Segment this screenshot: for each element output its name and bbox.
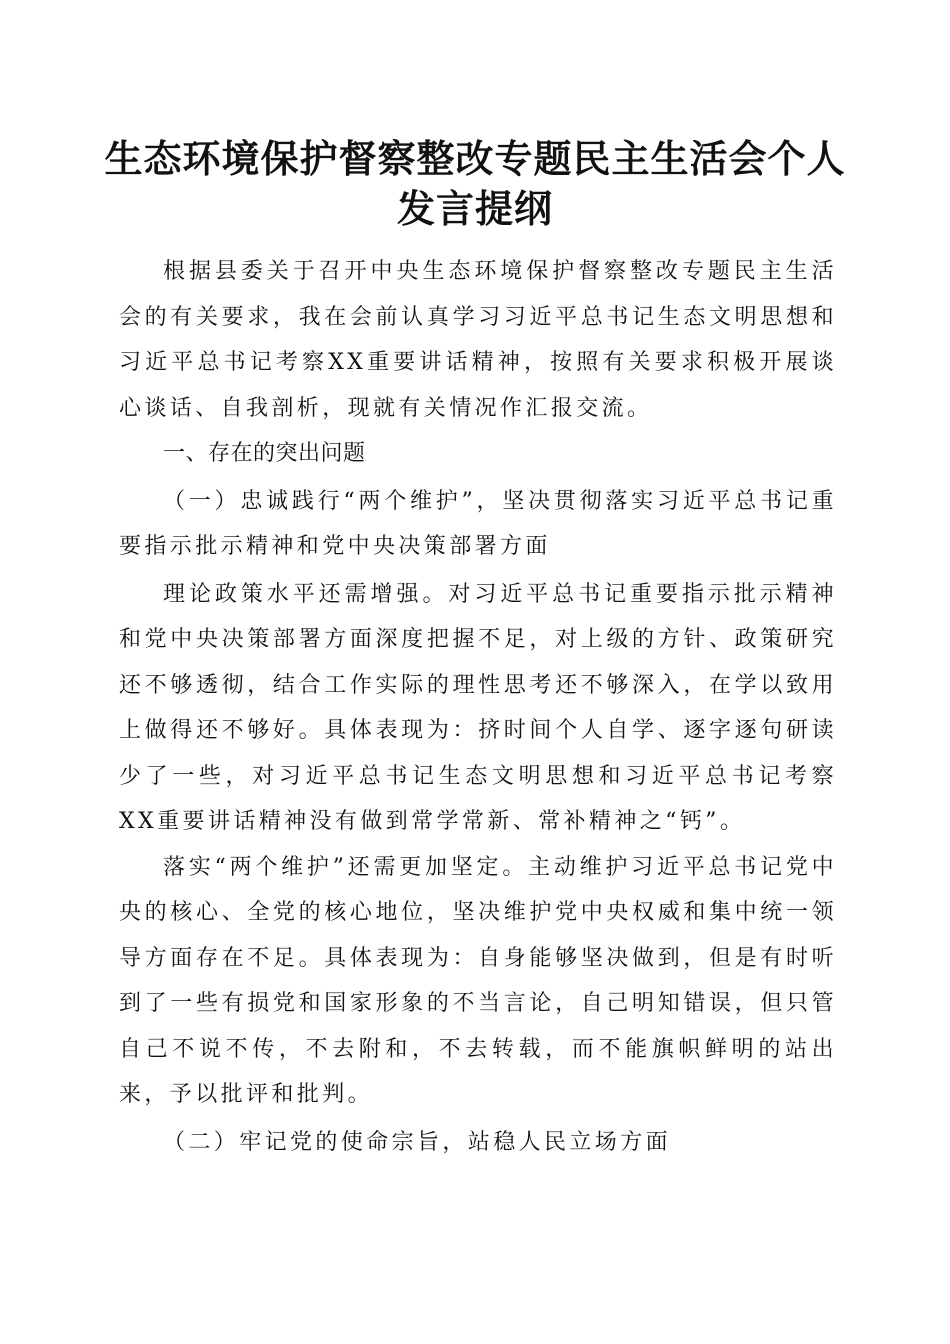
subsection-heading-1: （一）忠诚践行“两个维护”，坚决贯彻落实习近平总书记重要指示批示精神和党中央决策部署方面 bbox=[119, 488, 837, 559]
document-body bbox=[119, 249, 837, 1167]
document-title: 生态环境保护督察整改专题民主生活会个人发言提纲 bbox=[104, 136, 846, 231]
paragraph-two-safeguards: 落实“两个维护”还需更加坚定。主动维护习近平总书记党中央的核心、全党的核心地位，坚决维护党中央权威和集中统一领导方面存在不足。具体表现为：自身能够坚决做到，但是有时听到了一些有损党和国家形象的不当言论，自己明知错误，但只管自己不说不传，不去附和，不去转载，而不能旗帜鲜明的站出来，予以批评和批判。 bbox=[119, 854, 837, 1107]
subsection-heading-2: （二）牢记党的使命宗旨，站稳人民立场方面 bbox=[163, 1129, 672, 1155]
paragraph-theory-policy: 理论政策水平还需增强。对习近平总书记重要指示批示精神和党中央决策部署方面深度把握不足，对上级的方针、政策研究还不够透彻，结合工作实际的理性思考还不够深入，在学以致用上做得还不够好。具体表现为：挤时间个人自学、逐字逐句研读少了一些，对习近平总书记生态文明思想和习近平总书记考察XX重要讲话精神没有做到常学常新、常补精神之“钙”。 bbox=[119, 581, 837, 834]
section-heading-problems: 一、存在的突出问题 bbox=[163, 441, 366, 466]
intro-paragraph: 根据县委关于召开中央生态环境保护督察整改专题民主生活会的有关要求，我在会前认真学习习近平总书记生态文明思想和习近平总书记考察XX重要讲话精神，按照有关要求积极开展谈心谈话、自我剖析，现就有关情况作汇报交流。 bbox=[119, 259, 837, 421]
